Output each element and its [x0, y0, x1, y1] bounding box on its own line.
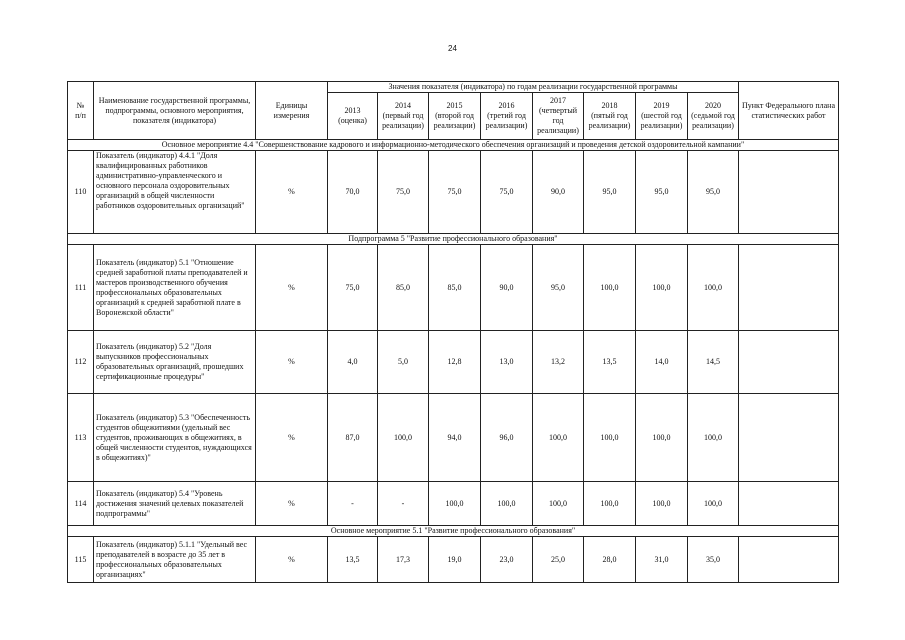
value-cell: 95,0 [533, 245, 584, 331]
row-number: 110 [68, 151, 94, 234]
value-cell: 100,0 [688, 245, 739, 331]
header-name: Наименование государственной программы, подпрограммы, основного мероприятия, показателя (индикатора) [94, 82, 256, 140]
value-cell: - [328, 482, 378, 526]
header-federal: Пункт Федерального плана статистических работ [739, 82, 839, 140]
unit-cell: % [256, 245, 328, 331]
unit-cell: % [256, 331, 328, 394]
row-number: 112 [68, 331, 94, 394]
value-cell: 70,0 [328, 151, 378, 234]
header-unit: Единицы измерения [256, 82, 328, 140]
indicator-name: Показатель (индикатор) 5.1.1 "Удельный вес преподавателей в возрасте до 35 лет в профессиональных образовательных организациях" [94, 537, 256, 583]
header-year: 2014 (первый год реализации) [378, 93, 429, 140]
indicator-name: Показатель (индикатор) 4.4.1 "Доля квалифицированных работников административно-управленческого и основного персонала оздоровительных организаций в общей численности работников оздоровительных организаций" [94, 151, 256, 234]
table-row [68, 394, 839, 482]
table-row [68, 331, 839, 394]
value-cell: 95,0 [688, 151, 739, 234]
header-year: 2020 (седьмой год реализации) [688, 93, 739, 140]
header-year: 2017 (четвертый год реализации) [533, 93, 584, 140]
federal-cell [739, 394, 839, 482]
header-year: 2015 (второй год реализации) [429, 93, 481, 140]
section-heading: Основное мероприятие 4.4 "Совершенствование кадрового и информационно-методического обеспечения организаций и проведения детской оздоровительной кампании" [68, 140, 839, 151]
value-cell: 100,0 [584, 482, 636, 526]
value-cell: 100,0 [533, 394, 584, 482]
unit-cell: % [256, 482, 328, 526]
value-cell: 75,0 [378, 151, 429, 234]
header-num: № п/п [68, 82, 94, 140]
value-cell: 100,0 [636, 394, 688, 482]
table-row [68, 537, 839, 583]
federal-cell [739, 482, 839, 526]
row-number: 111 [68, 245, 94, 331]
row-number: 114 [68, 482, 94, 526]
section-heading: Подпрограмма 5 "Развитие профессионального образования" [68, 234, 839, 245]
value-cell: 100,0 [533, 482, 584, 526]
header-values-group: Значения показателя (индикатора) по годам реализации государственной программы [328, 82, 739, 93]
value-cell: 95,0 [584, 151, 636, 234]
value-cell: 75,0 [328, 245, 378, 331]
row-number: 115 [68, 537, 94, 583]
header-year: 2019 (шестой год реализации) [636, 93, 688, 140]
value-cell: 95,0 [636, 151, 688, 234]
value-cell: 13,5 [584, 331, 636, 394]
header-year: 2016 (третий год реализации) [481, 93, 533, 140]
value-cell: 100,0 [584, 394, 636, 482]
value-cell: 87,0 [328, 394, 378, 482]
value-cell: 90,0 [481, 245, 533, 331]
federal-cell [739, 331, 839, 394]
value-cell: 100,0 [378, 394, 429, 482]
value-cell: 4,0 [328, 331, 378, 394]
value-cell: 90,0 [533, 151, 584, 234]
value-cell: 85,0 [429, 245, 481, 331]
value-cell: 17,3 [378, 537, 429, 583]
value-cell: 75,0 [429, 151, 481, 234]
federal-cell [739, 151, 839, 234]
value-cell: 35,0 [688, 537, 739, 583]
value-cell: 5,0 [378, 331, 429, 394]
indicator-name: Показатель (индикатор) 5.1 "Отношение средней заработной платы преподавателей и мастеров производственного обучения профессиональных образовательных организаций к средней заработной плате в Воронежской области" [94, 245, 256, 331]
value-cell: 100,0 [688, 482, 739, 526]
indicators-table [67, 81, 839, 583]
table-header [68, 82, 839, 140]
value-cell: 13,0 [481, 331, 533, 394]
section-heading: Основное мероприятие 5.1 "Развитие профессионального образования" [68, 526, 839, 537]
value-cell: 100,0 [636, 245, 688, 331]
value-cell: 75,0 [481, 151, 533, 234]
federal-cell [739, 537, 839, 583]
value-cell: 13,5 [328, 537, 378, 583]
header-year: 2013 (оценка) [328, 93, 378, 140]
value-cell: 13,2 [533, 331, 584, 394]
value-cell: - [378, 482, 429, 526]
value-cell: 100,0 [688, 394, 739, 482]
value-cell: 85,0 [378, 245, 429, 331]
unit-cell: % [256, 151, 328, 234]
unit-cell: % [256, 537, 328, 583]
header-year: 2018 (пятый год реализации) [584, 93, 636, 140]
value-cell: 100,0 [429, 482, 481, 526]
value-cell: 12,8 [429, 331, 481, 394]
indicator-name: Показатель (индикатор) 5.4 "Уровень достижения значений целевых показателей подпрограммы" [94, 482, 256, 526]
unit-cell: % [256, 394, 328, 482]
value-cell: 96,0 [481, 394, 533, 482]
value-cell: 28,0 [584, 537, 636, 583]
value-cell: 19,0 [429, 537, 481, 583]
value-cell: 23,0 [481, 537, 533, 583]
value-cell: 31,0 [636, 537, 688, 583]
indicator-name: Показатель (индикатор) 5.3 "Обеспеченность студентов общежитиями (удельный вес студентов, проживающих в общежитиях, в общей численности студентов, нуждающихся в общежитиях)" [94, 394, 256, 482]
value-cell: 94,0 [429, 394, 481, 482]
indicator-name: Показатель (индикатор) 5.2 "Доля выпускников профессиональных образовательных организаций, прошедших сертификационные процедуры" [94, 331, 256, 394]
value-cell: 14,5 [688, 331, 739, 394]
table-row [68, 482, 839, 526]
value-cell: 100,0 [636, 482, 688, 526]
table-row [68, 245, 839, 331]
federal-cell [739, 245, 839, 331]
row-number: 113 [68, 394, 94, 482]
value-cell: 100,0 [584, 245, 636, 331]
table-row [68, 151, 839, 234]
value-cell: 14,0 [636, 331, 688, 394]
page-number: 24 [448, 44, 457, 53]
value-cell: 25,0 [533, 537, 584, 583]
value-cell: 100,0 [481, 482, 533, 526]
